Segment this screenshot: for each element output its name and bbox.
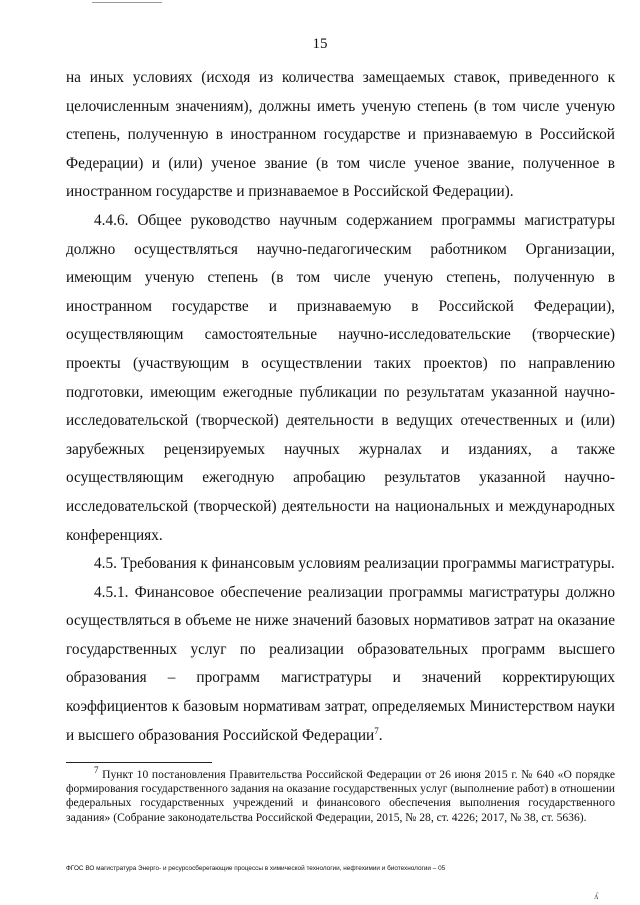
- paragraph-4-5: 4.5. Требования к финансовым условиям реализации программы магистратуры.: [94, 555, 615, 573]
- corner-mark: ʎ: [594, 891, 599, 901]
- paragraph-4-5-1: [66, 579, 615, 751]
- footnote-paragraph: [66, 765, 615, 825]
- paragraph-4-4-6: 4.4.6. Общее руководство научным содержанием программы магистратуры должно осуществляться научно-педагогическим работником Организации, имеющим ученую степень (в том числе ученую степень, полученную в иностранном государстве и признаваемую в Российской Федерации), осуществляющим самостоятельные научно-исследовательские (творческие) проекты (участвующим в осуществлении таких проектов) по направлению подготовки, имеющим ежегодные публикации по результатам указанной научно-исследовательской (творческой) деятельности в ведущих отечественных и (или) зарубежных рецензируемых научных журналах и изданиях, а также осуществляющим ежегодную апробацию результатов указанной научно-исследовательской (творческой) деятельности на национальных и международных конференциях.: [66, 211, 615, 544]
- page-footer: ФГОС ВО магистратура Энерго- и ресурсосберегающие процессы в химической технологии, нефтехимии и биотехнологии – 05: [66, 865, 446, 872]
- document-body: [66, 64, 615, 750]
- paragraph-4-5-1-tail: .: [378, 726, 383, 744]
- footnote-marker: 7: [94, 765, 99, 776]
- footnote-separator: [66, 762, 212, 763]
- page-number: 15: [312, 36, 328, 52]
- footnote-reference[interactable]: 7: [374, 725, 379, 736]
- paragraph-4-5-1-text: 4.5.1. Финансовое обеспечение реализации программы магистратуры должно осуществляться в объеме не ниже значений базовых нормативов затрат на оказание государственных услуг по реализации образовательных программ высшего образования – программ магистратуры и значений корректирующих коэффициентов к базовым нормативам затрат, определяемых Министерством науки и высшего образования Российской Федерации: [66, 583, 615, 744]
- paragraph-continuation: на иных условиях (исходя из количества замещаемых ставок, приведенного к целочисленным значениям), должны иметь ученую степень (в том числе ученую степень, полученную в иностранном государстве и признаваемую в Российской Федерации) и (или) ученое звание (в том числе ученое звание, полученное в иностранном государстве и признаваемое в Российской Федерации).: [66, 69, 615, 201]
- footnote: [66, 765, 615, 825]
- footnote-text: Пункт 10 постановления Правительства Российской Федерации от 26 июня 2015 г. № 640 «О порядке формирования государственного задания на оказание государственных услуг (выполнение работ) в отношении федеральных государственных учреждений и финансового обеспечения выполнения государственного задания» (Собрание законодательства Российской Федерации, 2015, № 28, ст. 4226; 2017, № 38, ст. 5636).: [66, 768, 615, 824]
- scan-top-mark: [92, 2, 162, 3]
